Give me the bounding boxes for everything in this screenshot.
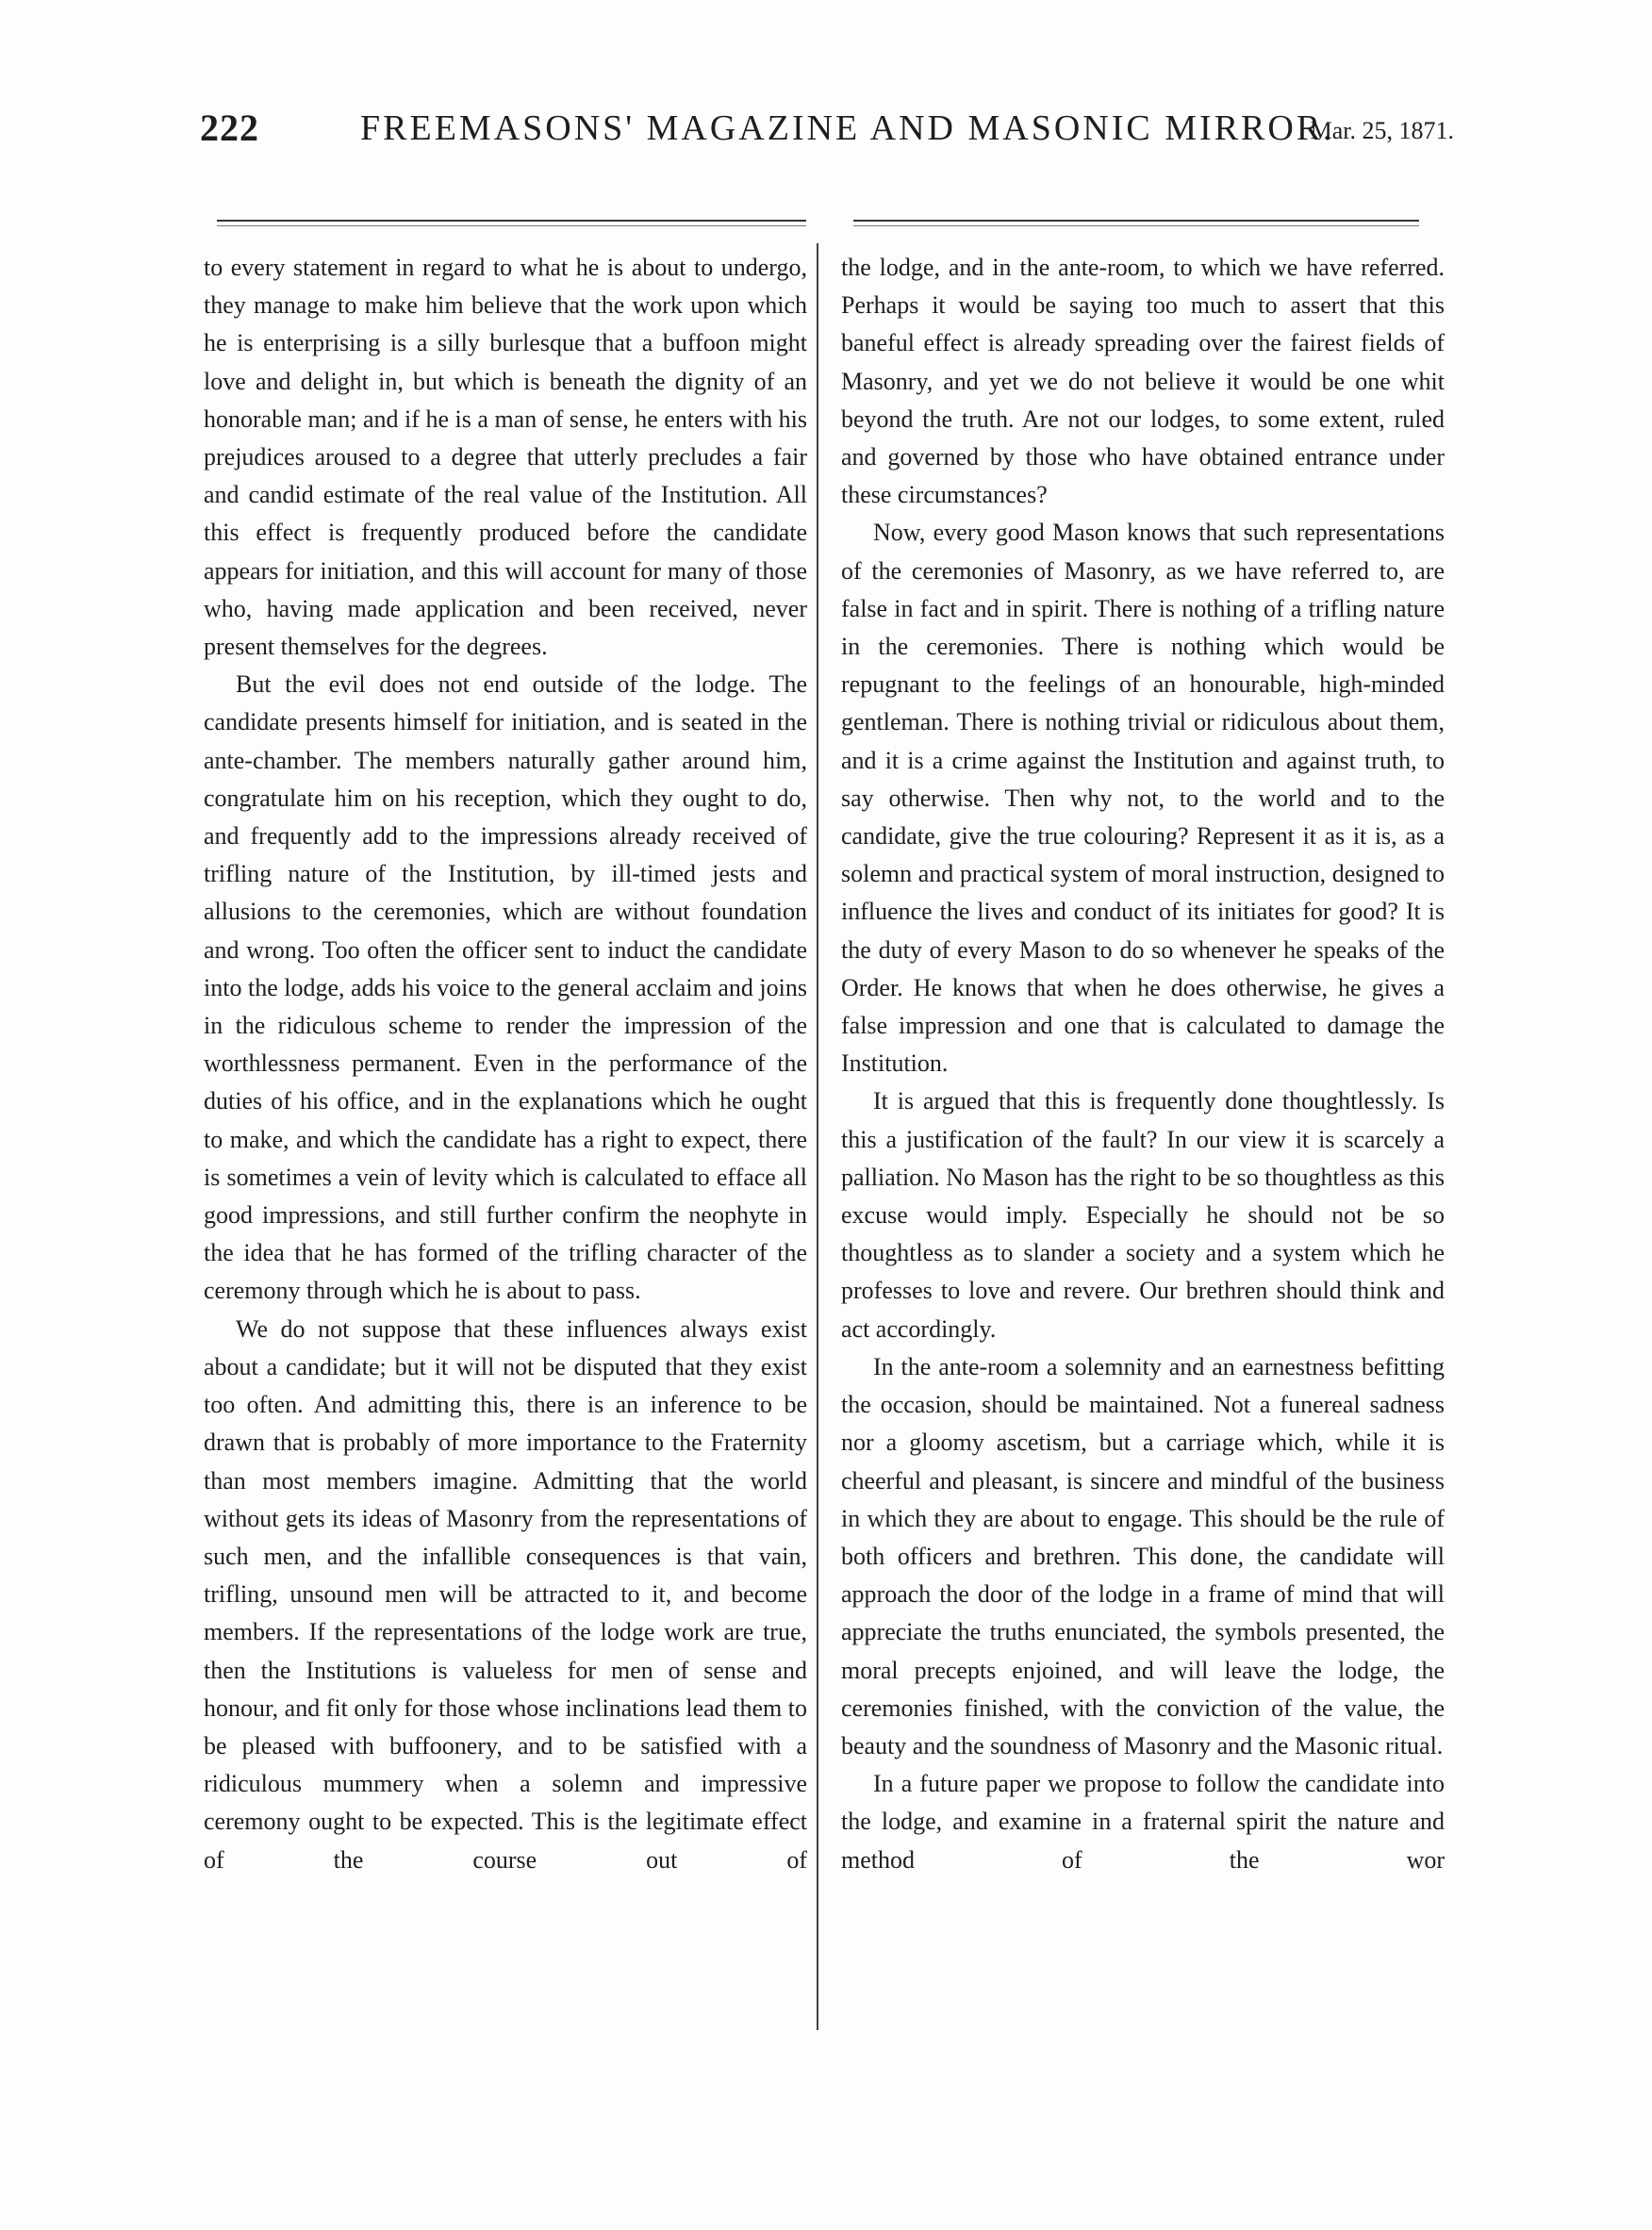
- column-divider: [817, 243, 818, 2030]
- right-column: [841, 249, 1445, 1879]
- paragraph: It is argued that this is frequently done thoughtlessly. Is this a justification of the fault? In our view it is scarcely a palliation. No Mason has the right to be so thoughtless as this excuse would imply. Especially he should not be so thoughtless as to slander a society and a system which he professes to love and revere. Our brethren should think and act accordingly.: [841, 1087, 1445, 1343]
- paragraph: Now, every good Mason knows that such representations of the ceremonies of Masonry, as we have referred to, are false in fact and in spirit. There is nothing of a trifling nature in the ceremonies. There is nothing which would be repugnant to the feelings of an honourable, high-minded gentleman. There is nothing trivial or ridiculous about them, and it is a crime against the Institution and against truth, to say otherwise. Then why not, to the world and to the candidate, give the true colouring? Represent it as it is, as a solemn and practical system of moral instruction, designed to influence the lives and conduct of its initiates for good? It is the duty of every Mason to do so whenever he speaks of the Order. He knows that when he does otherwise, he gives a false impression and one that is calculated to damage the Institution.: [841, 519, 1445, 1078]
- page-header: [200, 106, 1454, 162]
- issue-date: Mar. 25, 1871.: [1310, 117, 1454, 144]
- page-number: 222: [200, 107, 259, 149]
- paragraph: But the evil does not end outside of the lodge. The candidate presents himself for initiation, and is seated in the ante-chamber. The members naturally gather around him, congratulate him on his reception, which they ought to do, and frequently add to the impressions already received of trifling nature of the Institution, by ill-timed jests and allusions to the ceremonies, which are without foundation and wrong. Too often the officer sent to induct the candidate into the lodge, adds his voice to the general acclaim and joins in the ridiculous scheme to render the impression of the worthlessness permanent. Even in the performance of the duties of his office, and in the explanations which he ought to make, and which the candidate has a right to expect, there is sometimes a vein of levity which is calculated to efface all good impressions, and still further confirm the neophyte in the idea that he has formed of the trifling character of the ceremony through which he is about to pass.: [204, 670, 807, 1305]
- paragraph: the lodge, and in the ante-room, to which we have referred. Perhaps it would be saying too much to assert that this baneful effect is already spreading over the fairest fields of Masonry, and yet we do not believe it would be one whit beyond the truth. Are not our lodges, to some extent, ruled and governed by those who have obtained entrance under these circumstances?: [841, 254, 1445, 509]
- paragraph: We do not suppose that these influences always exist about a candidate; but it will not be disputed that they exist too often. And admitting this, there is an inference to be drawn that is probably of more importance to the Fraternity than most members imagine. Admitting that the world without gets its ideas of Masonry from the representations of such men, and the infallible consequences is that vain, trifling, unsound men will be attracted to it, and become members. If the representations of the lodge work are true, then the Institutions is valueless for men of sense and honour, and fit only for those whose inclinations lead them to be pleased with buffoonery, and to be satisfied with a ridiculous mummery when a solemn and impressive ceremony ought to be expected. This is the legitimate effect of the course out of: [204, 1314, 807, 1874]
- header-rule-right: [853, 220, 1419, 226]
- paragraph: to every statement in regard to what he is about to undergo, they manage to make him believe that the work upon which he is enterprising is a silly burlesque that a buffoon might love and delight in, but which is beneath the dignity of an honorable man; and if he is a man of sense, he enters with his prejudices aroused to a degree that utterly precludes a fair and candid estimate of the real value of the Institution. All this effect is frequently produced before the candidate appears for initiation, and this will account for many of those who, having made application and been received, never present themselves for the degrees.: [204, 254, 807, 661]
- paragraph: In a future paper we propose to follow the candidate into the lodge, and examine in a fraternal spirit the nature and method of the wor: [841, 1770, 1445, 1874]
- header-rule-left: [217, 220, 806, 226]
- left-column: [204, 249, 807, 1879]
- running-title: FREEMASONS' MAGAZINE AND MASONIC MIRROR.: [360, 108, 1335, 148]
- paragraph: In the ante-room a solemnity and an earnestness befitting the occasion, should be maintained. Not a funereal sadness nor a gloomy ascetism, but a carriage which, while it is cheerful and pleasant, is sincere and mindful of the business in which they are about to engage. This should be the rule of both officers and brethren. This done, the candidate will approach the door of the lodge in a frame of mind that will appreciate the truths enunciated, the symbols presented, the moral precepts enjoined, and will leave the lodge, the ceremonies finished, with the conviction of the value, the beauty and the soundness of Masonry and the Masonic ritual.: [841, 1352, 1445, 1759]
